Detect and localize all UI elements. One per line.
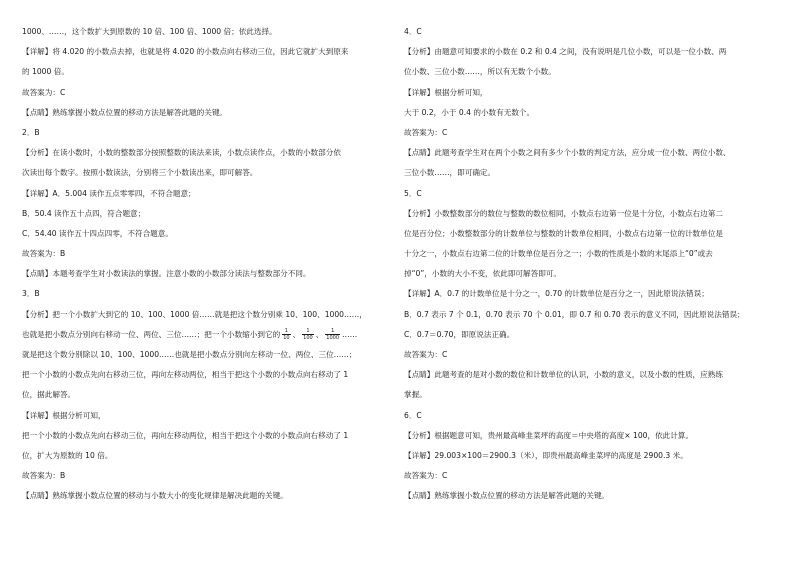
text-line: 【详解】A．5.004 读作五点零零四，不符合题意； (22, 188, 196, 198)
text-line: 位，扩大为原数的 10 倍。 (22, 450, 113, 460)
question-number: 6．C (404, 410, 422, 420)
text-line: 1000、……，这个数扩大到原数的 10 倍、100 倍、1000 倍；依此选择。 (22, 27, 277, 36)
text-line: 【详解】根据分析可知， (404, 87, 488, 97)
text-line: 故答案为：C (404, 471, 448, 481)
fraction (325, 328, 340, 341)
text-line: 【点睛】熟练掌握小数点位置的移动与小数大小的变化规律是解决此题的关键。 (22, 491, 288, 501)
text-line: 【详解】根据分析可知， (22, 410, 106, 420)
text-line: 位小数、三位小数……，所以有无数个小数。 (404, 67, 556, 77)
text-line-with-fractions (22, 325, 392, 345)
text-line: 故答案为：B (22, 249, 66, 259)
text-line: 位，据此解答。 (22, 390, 76, 400)
question-number: 4．C (404, 27, 422, 36)
text-line: 【详解】将 4.020 的小数点去掉，也就是将 4.020 的小数点向右移动三位，因此它就扩大到原来 (22, 47, 349, 57)
left-column (22, 22, 392, 507)
text-line: 【详解】A．0.7 的计数单位是十分之一，0.70 的计数单位是百分之一，因此原说法错误； (404, 289, 709, 299)
text-line: 掉“0”，小数的大小不变，依此即可解答即可。 (404, 269, 561, 279)
question-number: 2．B (22, 127, 40, 137)
text-line: 次读出每个数字。按照小数读法，分别将三个小数读出来，即可解答。 (22, 168, 258, 178)
text-line: C．0.7＝0.70，即原说法正确。 (404, 329, 515, 339)
text-line: 故答案为：C (404, 127, 448, 137)
fraction-numerator: 1 (282, 328, 290, 335)
text-line: 【点睛】此题考查学生对在两个小数之间有多少个小数的判定方法，应分成一位小数、两位小数、 (404, 148, 731, 158)
text-line: B．50.4 读作五十点四，符合题意； (22, 208, 146, 218)
text-span: 也就是把小数点分别向右移动一位、两位、三位……；把一个小数缩小到它的 (22, 329, 281, 339)
text-line: 【点睛】熟练掌握小数点位置的移动方法是解答此题的关键。 (404, 491, 610, 501)
text-line: 的 1000 倍。 (22, 67, 69, 77)
fraction-numerator: 1 (302, 328, 314, 335)
text-line: 【点睛】本题考查学生对小数读法的掌握。注意小数的小数部分读法与整数部分不同。 (22, 269, 311, 279)
text-line: 【详解】29.003×100＝2900.3（米），即贵州最高峰韭菜坪的高度是 2900.3 米。 (404, 450, 688, 460)
text-line: 三位小数……，即可确定。 (404, 168, 496, 178)
text-line: 故答案为：C (22, 87, 66, 97)
text-line: 【分析】在读小数时，小数的整数部分按照整数的读法来读，小数点读作点，小数的小数部分依 (22, 148, 341, 158)
fraction-denominator: 1000 (326, 335, 340, 342)
text-line: 掌握。 (404, 390, 427, 400)
question-number: 5．C (404, 188, 422, 198)
text-line: 故答案为：B (22, 471, 66, 481)
text-line: 【分析】把一个小数扩大到它的 10、100、1000 倍……就是把这个数分别乘 10、100、1000……， (22, 309, 367, 319)
text-line: 【分析】小数整数部分的数位与整数的数位相同，小数点右边第一位是十分位，小数点右边第二 (404, 208, 723, 218)
separator: 、 (292, 329, 301, 339)
text-line: 【分析】由题意可知要求的小数在 0.2 和 0.4 之间，没有说明是几位小数，可以是一位小数、两 (404, 47, 727, 57)
fraction-denominator: 10 (283, 335, 290, 342)
text-line: 【点睛】熟练掌握小数点位置的移动方法是解答此题的关键。 (22, 107, 228, 117)
text-line: B．0.7 表示 7 个 0.1，0.70 表示 70 个 0.01，即 0.7 和 0.70 表示的意义不同，因此原说法错误； (404, 309, 745, 319)
separator: 、 (315, 329, 324, 339)
text-line: 位是百分位；小数整数部分的计数单位与整数的计数单位相同，小数点右边第一位的计数单位是 (404, 228, 723, 238)
text-line: 【点睛】此题考查的是对小数的数位和计数单位的认识，小数的意义，以及小数的性质，应熟练 (404, 370, 723, 380)
fraction (302, 328, 314, 341)
fraction (282, 328, 290, 341)
text-line: 把一个小数的小数点先向右移动三位，再向左移动两位，相当于把这个小数的小数点向右移动了 1 (22, 370, 349, 380)
text-line: 大于 0.2，小于 0.4 的小数有无数个。 (404, 107, 535, 117)
text-line: C．54.40 读作五十四点四零，不符合题意。 (22, 228, 173, 238)
text-line: 就是把这个数分别除以 10、100、1000……也就是把小数点分别向左移动一位、两位、三位……； (22, 350, 357, 359)
text-line: 故答案为：C (404, 350, 448, 359)
fraction-denominator: 100 (303, 335, 313, 342)
right-column (404, 22, 776, 507)
fraction-numerator: 1 (325, 328, 340, 335)
text-line: 十分之一，小数点右边第二位的计数单位是百分之一；小数的性质是小数的末尾添上“0”或去 (404, 249, 713, 259)
text-line: 把一个小数的小数点先向右移动三位，再向左移动两位，相当于把这个小数的小数点向右移动了 1 (22, 430, 349, 440)
question-number: 3．B (22, 289, 40, 299)
ellipsis: …… (342, 329, 358, 339)
text-line: 【分析】根据题意可知，贵州最高峰韭菜坪的高度＝中央塔的高度× 100，依此计算。 (404, 430, 694, 440)
